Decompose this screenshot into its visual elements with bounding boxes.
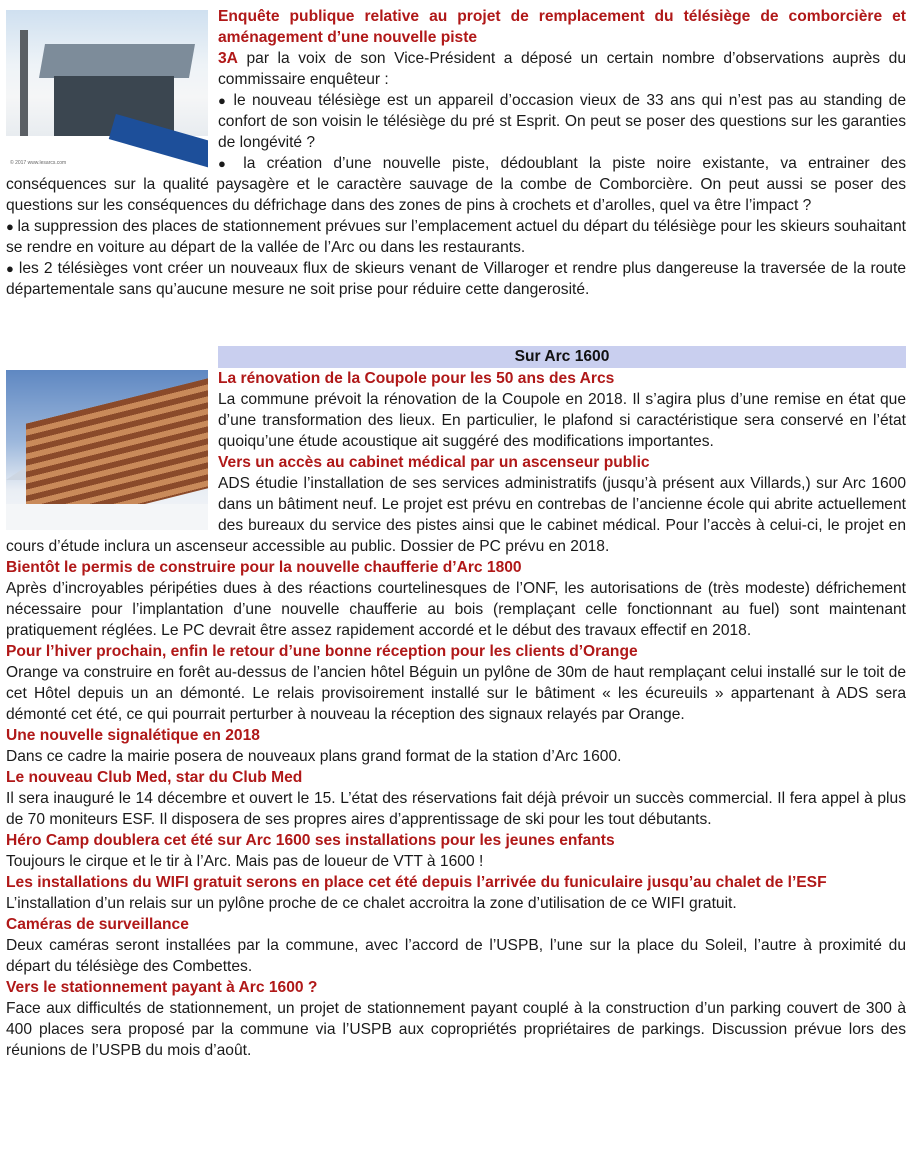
item-title: Bientôt le permis de construire pour la nouvelle chaufferie d’Arc 1800 xyxy=(6,559,522,576)
item-title: La rénovation de la Coupole pour les 50 ans des Arcs xyxy=(218,370,615,387)
photo-arc1600 xyxy=(6,370,208,530)
bullet-icon: ● xyxy=(6,219,18,234)
item-title: Une nouvelle signalétique en 2018 xyxy=(6,727,260,744)
bullet-icon: ● xyxy=(218,93,234,108)
intro-bold: 3A xyxy=(218,50,238,67)
item-text: Orange va construire en forêt au-dessus de l’ancien hôtel Béguin un pylône de 30m de haut remplaçant celui installé sur le toit de cet Hôtel depuis un an démonté. Le relais provisoirement installé sur le bâtiment « les écureuils » appartenant à ADS sera démonté cet été, ce qui pourrait perturber à nouveau la réception des signaux relayés par Orange. xyxy=(6,664,906,723)
item-title: Les installations du WIFI gratuit serons en place cet été depuis l’arrivée du funiculaire jusqu’au chalet de l’ESF xyxy=(6,874,827,891)
photo-caption: © 2017 www.lesarcs.com xyxy=(10,160,67,166)
bullet-text: les 2 télésièges vont créer un nouveaux flux de skieurs venant de Villaroger et rendre plus dangereuse la traversée de la route départementale sans qu’aucune mesure ne soit prise pour réduire cette dangerosité. xyxy=(6,260,906,298)
bullet-text: la suppression des places de stationnement prévues sur l’emplacement actuel du départ du télésiège pour les skieurs souhaitant se rendre en voiture au départ de la vallée de l’Arc ou dans les restaurants. xyxy=(6,218,906,256)
item-title: Caméras de surveillance xyxy=(6,916,189,933)
item-text: Toujours le cirque et le tir à l’Arc. Mais pas de loueur de VTT à 1600 ! xyxy=(6,853,484,870)
article-telesiege xyxy=(0,6,912,300)
item-title: Héro Camp doublera cet été sur Arc 1600 ses installations pour les jeunes enfants xyxy=(6,832,615,849)
bullet-text: le nouveau télésiège est un appareil d’occasion vieux de 33 ans qui n’est pas au standing de confort de son voisin le télésiège du pré st Esprit. On peut se poser des questions sur les garanties de longévité ? xyxy=(218,92,906,151)
item-text: Face aux difficultés de stationnement, un projet de stationnement payant couplé à la construction d’un parking couvert de 300 à 400 places sera proposé par la commune via l’USPB aux copropriétés propriétaires de parkings. Discussion prévue lors des réunions de l’USPB du mois d’août. xyxy=(6,1000,906,1059)
item-text: Il sera inauguré le 14 décembre et ouvert le 15. L’état des réservations fait déjà prévoir un succès commercial. Il fera appel à plus de 70 moniteurs ESF. Il disposera de ses propres aires d’apprentissage de ski pour les tout débutants. xyxy=(6,790,906,828)
item-title: Vers un accès au cabinet médical par un ascenseur public xyxy=(218,454,650,471)
photo-telesiege xyxy=(6,10,208,168)
item-text: L’installation d’un relais sur un pylône proche de ce chalet accroitra la zone d’utilisation de ce WIFI gratuit. xyxy=(6,895,737,912)
section-heading: Sur Arc 1600 xyxy=(218,346,906,368)
bullet-icon: ● xyxy=(6,261,19,276)
item-text: Dans ce cadre la mairie posera de nouveaux plans grand format de la station d’Arc 1600. xyxy=(6,748,622,765)
intro-text: par la voix de son Vice-Président a déposé un certain nombre d’observations auprès du commissaire enquêteur : xyxy=(218,50,906,88)
section-arc1600 xyxy=(0,346,912,1061)
item-text: ADS étudie l’installation de ses services administratifs (jusqu’à présent aux Villards,) sur Arc 1600 dans un bâtiment neuf. Le projet est prévu en contrebas de l’ancienne école qui abrite actuellement des bureaux du service des pistes ainsi que le cabinet médical. Pour l’accès à celui-ci, le projet en cours d’étude inclura un ascenseur accessible au public. Dossier de PC prévu en 2018. xyxy=(6,475,906,555)
bullet-item xyxy=(6,258,906,300)
item-title: Vers le stationnement payant à Arc 1600 ? xyxy=(6,979,318,996)
bullet-item xyxy=(6,216,906,258)
item-title: Pour l’hiver prochain, enfin le retour d’une bonne réception pour les clients d’Orange xyxy=(6,643,638,660)
bullet-icon: ● xyxy=(218,156,244,171)
item-text: Après d’incroyables péripéties dues à des réactions courtelinesques de l’ONF, les autorisations de (très modeste) défrichement nécessaire pour l’implantation d’une nouvelle chaufferie au bois (remplaçant celle fonctionnant au fuel) sont maintenant pratiquement réglées. Le PC devrait être assez rapidement accordé et le début des travaux effectif en 2018. xyxy=(6,580,906,639)
bullet-text: la création d’une nouvelle piste, dédoublant la piste noire existante, va entrainer des conséquences sur la qualité paysagère et le caractère sauvage de la combe de Comborcière. On peut aussi se poser des questions sur les conséquences du défrichage dans des zones de pins à crochets et d’arolles, quel va être l’impact ? xyxy=(6,155,906,214)
item-text: Deux caméras seront installées par la commune, avec l’accord de l’USPB, l’une sur la place du Soleil, l’autre à proximité du départ du télésiège des Combettes. xyxy=(6,937,906,975)
item-title: Le nouveau Club Med, star du Club Med xyxy=(6,769,303,786)
article-title: Enquête publique relative au projet de remplacement du télésiège de comborcière et aménagement d’une nouvelle piste xyxy=(218,8,906,46)
item-text: La commune prévoit la rénovation de la Coupole en 2018. Il s’agira plus d’une remise en état que d’une transformation des lieux. En particulier, le plafond si caractéristique sera conservé en l’état quoiqu’une étude acoustique ait suggéré des modifications importantes. xyxy=(218,391,906,450)
